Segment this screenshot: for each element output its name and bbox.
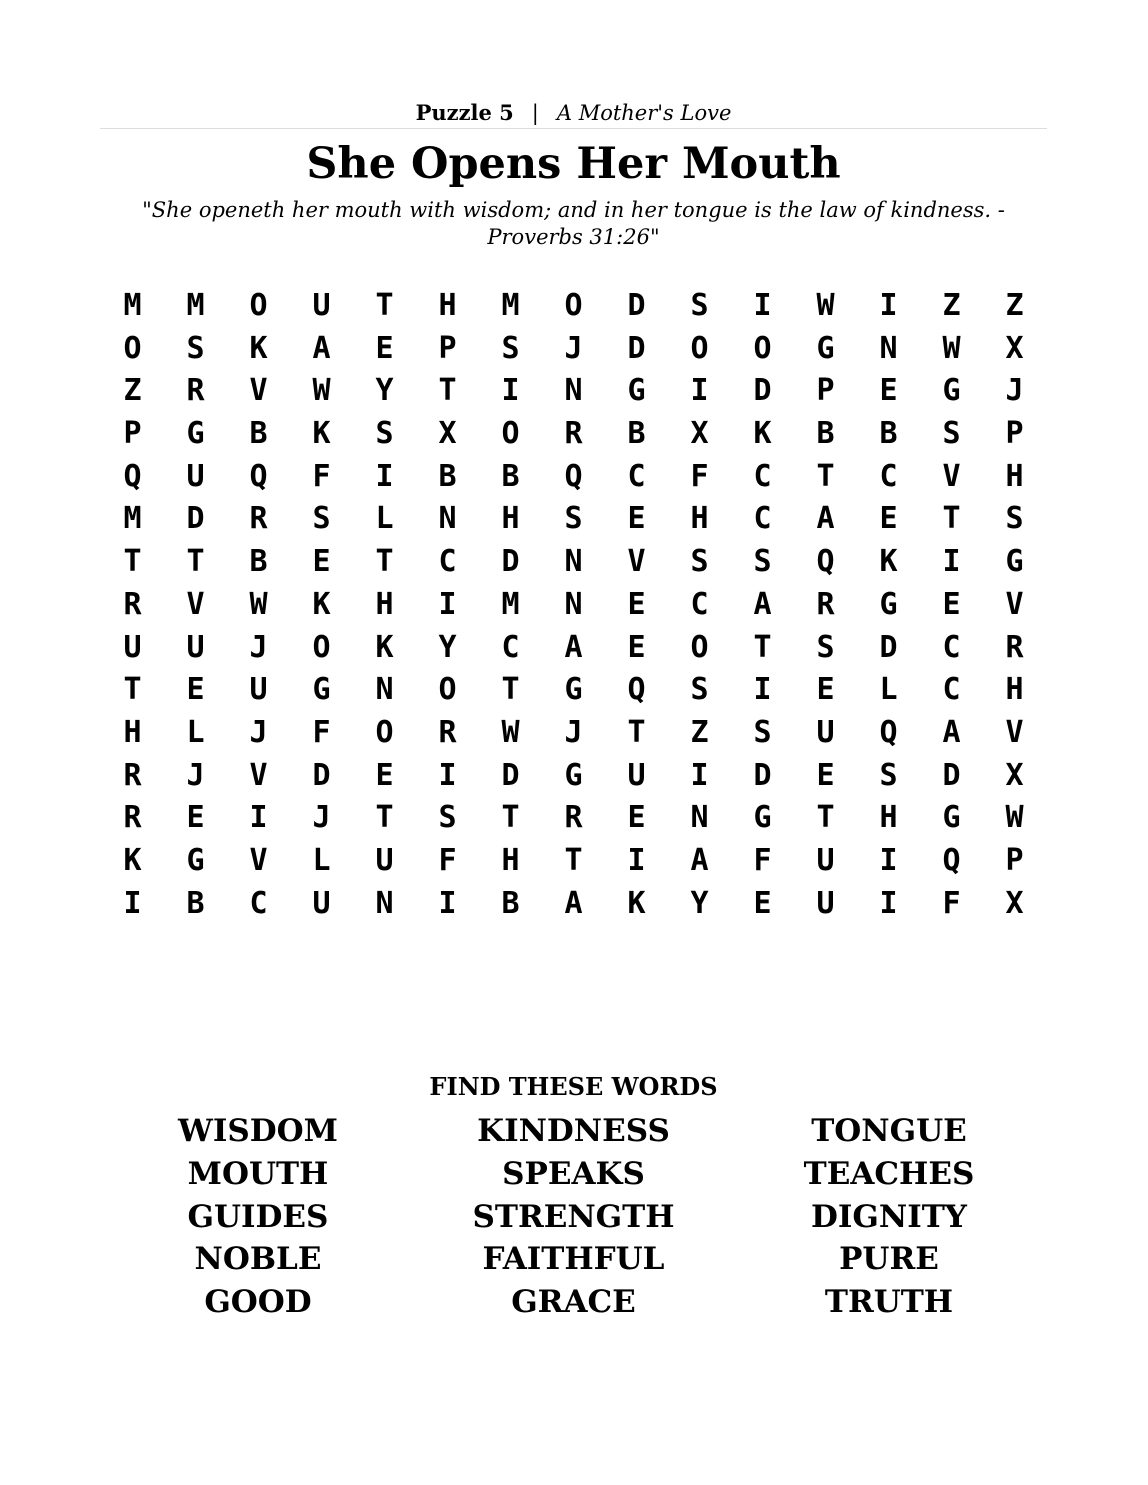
grid-letter: E [753, 885, 772, 921]
grid-letter: Q [627, 672, 646, 708]
grid-letter: O [690, 629, 709, 665]
grid-letter: E [942, 586, 961, 622]
puzzle-header [100, 98, 1047, 129]
grid-letter: D [186, 501, 205, 537]
grid-letter: X [438, 416, 457, 452]
grid-letter: D [627, 330, 646, 366]
grid-letter: T [186, 544, 205, 580]
grid-letter: E [879, 501, 898, 537]
grid-row [101, 584, 1046, 627]
grid-letter: P [123, 416, 142, 452]
grid-letter: N [879, 330, 898, 366]
grid-letter: E [375, 330, 394, 366]
grid-letter: F [438, 842, 457, 878]
grid-letter: T [627, 714, 646, 750]
grid-letter: B [627, 416, 646, 452]
grid-row [101, 328, 1046, 371]
grid-letter: O [501, 416, 520, 452]
grid-letter: G [879, 586, 898, 622]
grid-letter: F [942, 885, 961, 921]
grid-letter: D [501, 544, 520, 580]
word-search-grid [101, 285, 1046, 925]
grid-letter: I [690, 373, 709, 409]
grid-letter: S [753, 714, 772, 750]
grid-letter: P [816, 373, 835, 409]
grid-letter: S [564, 501, 583, 537]
grid-letter: E [186, 672, 205, 708]
grid-letter: G [564, 757, 583, 793]
word-list-item: DIGNITY [811, 1198, 967, 1235]
word-list-item: GRACE [511, 1284, 636, 1321]
grid-letter: B [249, 544, 268, 580]
grid-letter: C [501, 629, 520, 665]
grid-letter: T [564, 842, 583, 878]
grid-letter: V [186, 586, 205, 622]
grid-letter: I [942, 544, 961, 580]
grid-letter: K [375, 629, 394, 665]
grid-letter: D [627, 288, 646, 323]
grid-letter: C [753, 458, 772, 494]
grid-letter: Z [1005, 288, 1024, 323]
grid-letter: O [312, 629, 331, 665]
grid-row [101, 669, 1046, 712]
grid-letter: H [438, 288, 457, 323]
grid-letter: U [627, 757, 646, 793]
grid-letter: F [753, 842, 772, 878]
grid-letter: I [627, 842, 646, 878]
grid-letter: C [627, 458, 646, 494]
grid-letter: A [564, 885, 583, 921]
grid-letter: H [501, 501, 520, 537]
grid-letter: S [186, 330, 205, 366]
grid-letter: E [627, 501, 646, 537]
grid-letter: F [312, 458, 331, 494]
grid-letter: F [312, 714, 331, 750]
word-list-item: TRUTH [824, 1284, 954, 1321]
grid-letter: P [1005, 416, 1024, 452]
grid-letter: T [123, 672, 142, 708]
grid-row [101, 840, 1046, 883]
grid-letter: H [1005, 672, 1024, 708]
grid-letter: O [249, 288, 268, 323]
grid-letter: S [753, 544, 772, 580]
grid-letter: N [564, 544, 583, 580]
word-list-item: TEACHES [803, 1155, 975, 1192]
grid-letter: N [375, 885, 394, 921]
grid-row [101, 541, 1046, 584]
grid-letter: R [186, 373, 205, 409]
grid-row [101, 285, 1046, 328]
grid-letter: N [564, 373, 583, 409]
grid-letter: R [816, 586, 835, 622]
grid-letter: B [186, 885, 205, 921]
grid-letter: S [816, 629, 835, 665]
word-list-heading: FIND THESE WORDS [429, 1072, 718, 1101]
grid-row [101, 370, 1046, 413]
word-list-item: STRENGTH [472, 1198, 675, 1235]
grid-letter: I [501, 373, 520, 409]
grid-letter: U [816, 842, 835, 878]
grid-letter: T [438, 373, 457, 409]
puzzle-number: Puzzle 5 [415, 100, 514, 125]
grid-letter: S [879, 757, 898, 793]
grid-letter: V [942, 458, 961, 494]
grid-row [101, 413, 1046, 456]
header-separator: | [531, 101, 539, 125]
puzzle-theme: A Mother's Love [556, 101, 732, 125]
grid-letter: J [564, 714, 583, 750]
grid-letter: H [501, 842, 520, 878]
grid-letter: O [564, 288, 583, 323]
grid-letter: W [816, 288, 835, 323]
grid-letter: A [564, 629, 583, 665]
grid-letter: J [1005, 373, 1024, 409]
grid-letter: O [690, 330, 709, 366]
grid-letter: D [753, 373, 772, 409]
grid-letter: T [501, 672, 520, 708]
grid-letter: I [879, 885, 898, 921]
word-list-item: GUIDES [187, 1198, 329, 1235]
grid-letter: K [249, 330, 268, 366]
grid-letter: D [753, 757, 772, 793]
grid-letter: B [249, 416, 268, 452]
grid-letter: W [501, 714, 520, 750]
grid-letter: S [942, 416, 961, 452]
grid-letter: M [123, 501, 142, 537]
grid-letter: T [816, 458, 835, 494]
grid-letter: H [123, 714, 142, 750]
grid-letter: B [816, 416, 835, 452]
grid-letter: U [249, 672, 268, 708]
grid-letter: E [627, 586, 646, 622]
grid-letter: I [249, 800, 268, 836]
puzzle-title: She Opens Her Mouth [306, 139, 841, 189]
grid-letter: E [186, 800, 205, 836]
grid-letter: B [501, 458, 520, 494]
word-list-item: NOBLE [194, 1241, 322, 1278]
grid-letter: B [438, 458, 457, 494]
grid-letter: T [501, 800, 520, 836]
grid-letter: C [942, 629, 961, 665]
grid-row [101, 755, 1046, 798]
grid-letter: M [501, 586, 520, 622]
grid-letter: S [312, 501, 331, 537]
grid-letter: H [1005, 458, 1024, 494]
grid-letter: G [1005, 544, 1024, 580]
grid-letter: J [249, 714, 268, 750]
grid-letter: V [249, 757, 268, 793]
grid-letter: C [438, 544, 457, 580]
grid-letter: B [879, 416, 898, 452]
grid-row [101, 456, 1046, 499]
grid-letter: E [816, 672, 835, 708]
grid-letter: O [753, 330, 772, 366]
grid-letter: P [1005, 842, 1024, 878]
grid-letter: Q [564, 458, 583, 494]
grid-letter: K [627, 885, 646, 921]
grid-letter: V [1005, 586, 1024, 622]
grid-letter: B [501, 885, 520, 921]
grid-letter: X [1005, 885, 1024, 921]
grid-letter: W [312, 373, 331, 409]
grid-letter: V [249, 842, 268, 878]
grid-letter: D [312, 757, 331, 793]
grid-letter: L [312, 842, 331, 878]
grid-letter: N [375, 672, 394, 708]
grid-letter: N [564, 586, 583, 622]
grid-letter: U [312, 885, 331, 921]
grid-letter: U [123, 629, 142, 665]
grid-letter: X [1005, 757, 1024, 793]
grid-letter: H [879, 800, 898, 836]
grid-letter: S [690, 672, 709, 708]
grid-letter: R [438, 714, 457, 750]
grid-letter: G [942, 800, 961, 836]
grid-letter: T [816, 800, 835, 836]
grid-letter: I [123, 885, 142, 921]
grid-letter: R [123, 586, 142, 622]
grid-letter: Q [249, 458, 268, 494]
grid-letter: K [312, 416, 331, 452]
grid-letter: V [627, 544, 646, 580]
grid-row [101, 797, 1046, 840]
grid-letter: C [753, 501, 772, 537]
grid-row [101, 883, 1046, 926]
grid-letter: G [942, 373, 961, 409]
grid-letter: A [753, 586, 772, 622]
grid-letter: G [753, 800, 772, 836]
grid-letter: S [690, 288, 709, 323]
word-list-item: TONGUE [811, 1113, 967, 1149]
grid-letter: H [690, 501, 709, 537]
grid-letter: Z [942, 288, 961, 323]
grid-letter: S [1005, 501, 1024, 537]
grid-letter: E [879, 373, 898, 409]
grid-letter: T [123, 544, 142, 580]
grid-letter: C [690, 586, 709, 622]
grid-letter: A [942, 714, 961, 750]
grid-letter: C [942, 672, 961, 708]
grid-letter: E [312, 544, 331, 580]
word-list-item: PURE [839, 1241, 939, 1278]
grid-letter: S [375, 416, 394, 452]
grid-letter: J [564, 330, 583, 366]
word-list-item: WISDOM [178, 1113, 338, 1149]
grid-letter: I [690, 757, 709, 793]
grid-row [101, 712, 1046, 755]
grid-letter: T [375, 800, 394, 836]
grid-letter: N [690, 800, 709, 836]
grid-letter: G [186, 842, 205, 878]
grid-letter: I [375, 458, 394, 494]
grid-letter: C [249, 885, 268, 921]
grid-letter: U [186, 458, 205, 494]
grid-letter: U [816, 885, 835, 921]
grid-letter: E [816, 757, 835, 793]
grid-letter: O [123, 330, 142, 366]
grid-letter: L [879, 672, 898, 708]
grid-letter: G [627, 373, 646, 409]
word-list-item: MOUTH [187, 1155, 329, 1192]
grid-letter: U [186, 629, 205, 665]
grid-letter: R [564, 416, 583, 452]
grid-letter: K [312, 586, 331, 622]
grid-letter: M [501, 288, 520, 323]
grid-row [101, 627, 1046, 670]
word-list [100, 1110, 1047, 1324]
word-list-item: GOOD [204, 1284, 312, 1321]
grid-letter: I [438, 757, 457, 793]
grid-letter: E [627, 629, 646, 665]
grid-letter: U [375, 842, 394, 878]
grid-letter: Y [438, 629, 457, 665]
grid-letter: V [249, 373, 268, 409]
grid-letter: R [123, 757, 142, 793]
grid-letter: D [501, 757, 520, 793]
grid-letter: V [1005, 714, 1024, 750]
grid-letter: U [816, 714, 835, 750]
grid-letter: T [375, 544, 394, 580]
grid-letter: M [123, 288, 142, 323]
grid-letter: Q [123, 458, 142, 494]
grid-row [101, 498, 1046, 541]
grid-letter: Z [690, 714, 709, 750]
grid-letter: S [501, 330, 520, 366]
grid-letter: U [312, 288, 331, 323]
grid-letter: Q [816, 544, 835, 580]
grid-letter: A [816, 501, 835, 537]
grid-letter: O [438, 672, 457, 708]
grid-letter: Z [123, 373, 142, 409]
grid-letter: A [690, 842, 709, 878]
grid-letter: F [690, 458, 709, 494]
grid-letter: T [375, 288, 394, 323]
grid-letter: Q [942, 842, 961, 878]
grid-letter: K [753, 416, 772, 452]
grid-letter: X [1005, 330, 1024, 366]
grid-letter: R [249, 501, 268, 537]
grid-letter: E [375, 757, 394, 793]
grid-letter: T [753, 629, 772, 665]
grid-letter: J [312, 800, 331, 836]
grid-letter: O [375, 714, 394, 750]
grid-letter: Q [879, 714, 898, 750]
grid-letter: L [186, 714, 205, 750]
grid-letter: D [879, 629, 898, 665]
grid-letter: N [438, 501, 457, 537]
grid-letter: D [942, 757, 961, 793]
bible-verse: "She openeth her mouth with wisdom; and in her tongue is the law of kindness. - Proverbs 31:26" [142, 198, 1005, 249]
grid-letter: G [816, 330, 835, 366]
word-list-item: FAITHFUL [482, 1241, 665, 1278]
grid-letter: W [942, 330, 961, 366]
grid-letter: R [123, 800, 142, 836]
grid-letter: G [186, 416, 205, 452]
grid-letter: S [438, 800, 457, 836]
grid-letter: P [438, 330, 457, 366]
grid-letter: R [1005, 629, 1024, 665]
grid-letter: E [627, 800, 646, 836]
grid-letter: G [564, 672, 583, 708]
grid-letter: A [312, 330, 331, 366]
grid-letter: Y [690, 885, 709, 921]
grid-letter: R [564, 800, 583, 836]
grid-letter: I [753, 672, 772, 708]
grid-letter: I [879, 288, 898, 323]
grid-letter: J [249, 629, 268, 665]
grid-letter: L [375, 501, 394, 537]
grid-letter: C [879, 458, 898, 494]
grid-letter: I [438, 885, 457, 921]
grid-letter: W [1005, 800, 1024, 836]
grid-letter: K [123, 842, 142, 878]
grid-letter: M [186, 288, 205, 323]
grid-letter: S [690, 544, 709, 580]
grid-letter: T [942, 501, 961, 537]
grid-letter: J [186, 757, 205, 793]
grid-letter: I [753, 288, 772, 323]
word-list-item: SPEAKS [502, 1155, 645, 1192]
grid-letter: H [375, 586, 394, 622]
grid-letter: W [249, 586, 268, 622]
grid-letter: K [879, 544, 898, 580]
grid-letter: G [312, 672, 331, 708]
word-list-item: KINDNESS [477, 1113, 670, 1149]
grid-letter: Y [375, 373, 394, 409]
grid-letter: I [438, 586, 457, 622]
grid-letter: I [879, 842, 898, 878]
grid-letter: X [690, 416, 709, 452]
